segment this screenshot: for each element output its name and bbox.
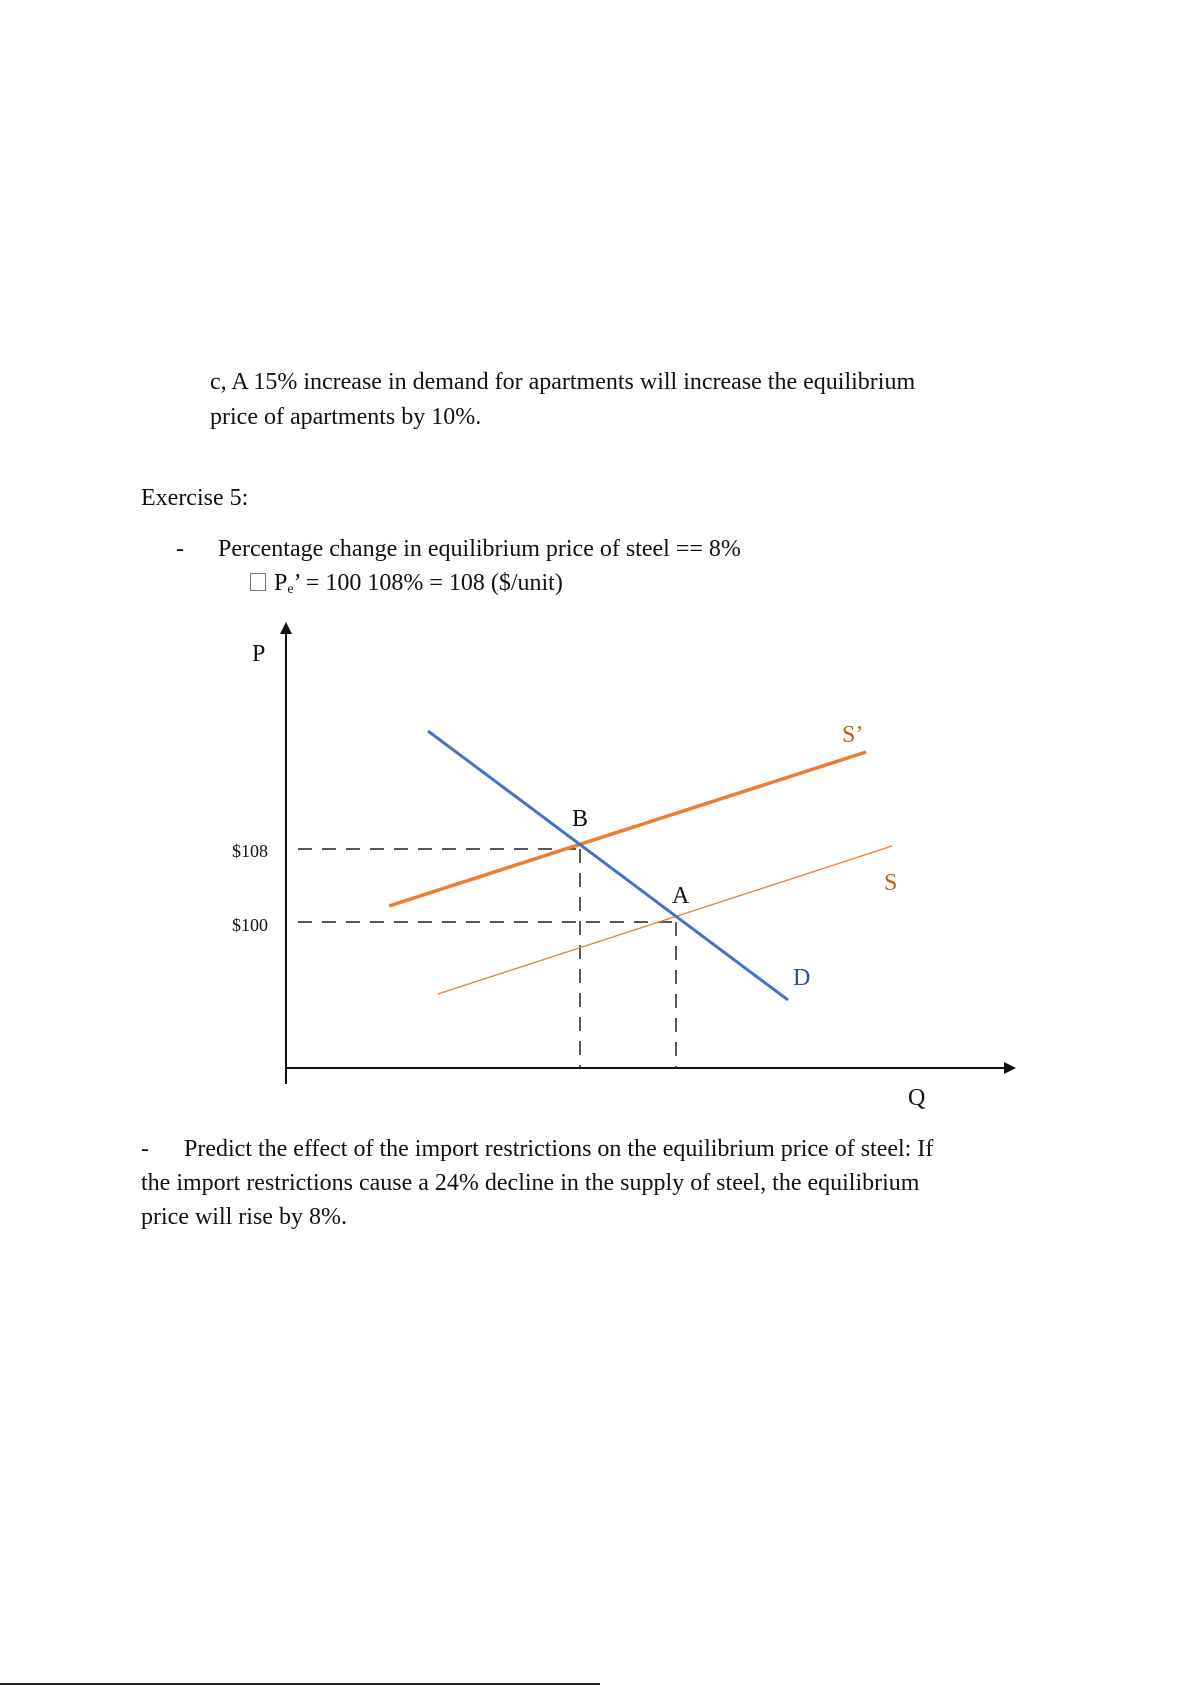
prediction-line-3: price will rise by 8%. — [141, 1204, 347, 1230]
curve-label-s-prime: S’ — [842, 722, 864, 748]
demand-curve-d — [428, 731, 788, 1000]
exercise-statement: Percentage change in equilibrium price of steel == 8% — [218, 536, 741, 562]
prediction-line-2: the import restrictions cause a 24% decline in the supply of steel, the equilibrium — [141, 1170, 920, 1196]
part-c-line-1: c, A 15% increase in demand for apartments will increase the equilibrium — [210, 369, 916, 395]
point-label-b: B — [572, 806, 589, 832]
part-c-line-2: price of apartments by 10%. — [210, 404, 482, 430]
tick-label-108: $108 — [232, 841, 268, 861]
calc-rest: ’ = 100 108% = 108 ($/unit) — [293, 570, 563, 596]
prediction-bullet: - — [141, 1136, 149, 1162]
prediction-line-1: Predict the effect of the import restrictions on the equilibrium price of steel: If — [184, 1136, 934, 1162]
curve-label-s: S — [884, 870, 898, 896]
x-axis-label: Q — [908, 1085, 926, 1111]
supply-curve-s-prime — [389, 752, 866, 906]
exercise-title: Exercise 5: — [141, 485, 249, 511]
statement-bullet: - — [176, 536, 184, 562]
y-axis-label: P — [252, 641, 266, 667]
point-label-a: A — [672, 883, 690, 909]
curve-label-d: D — [793, 965, 811, 991]
calc-subscript: e — [287, 582, 294, 597]
tick-label-100: $100 — [232, 915, 268, 935]
calc-prefix: P — [274, 570, 288, 596]
